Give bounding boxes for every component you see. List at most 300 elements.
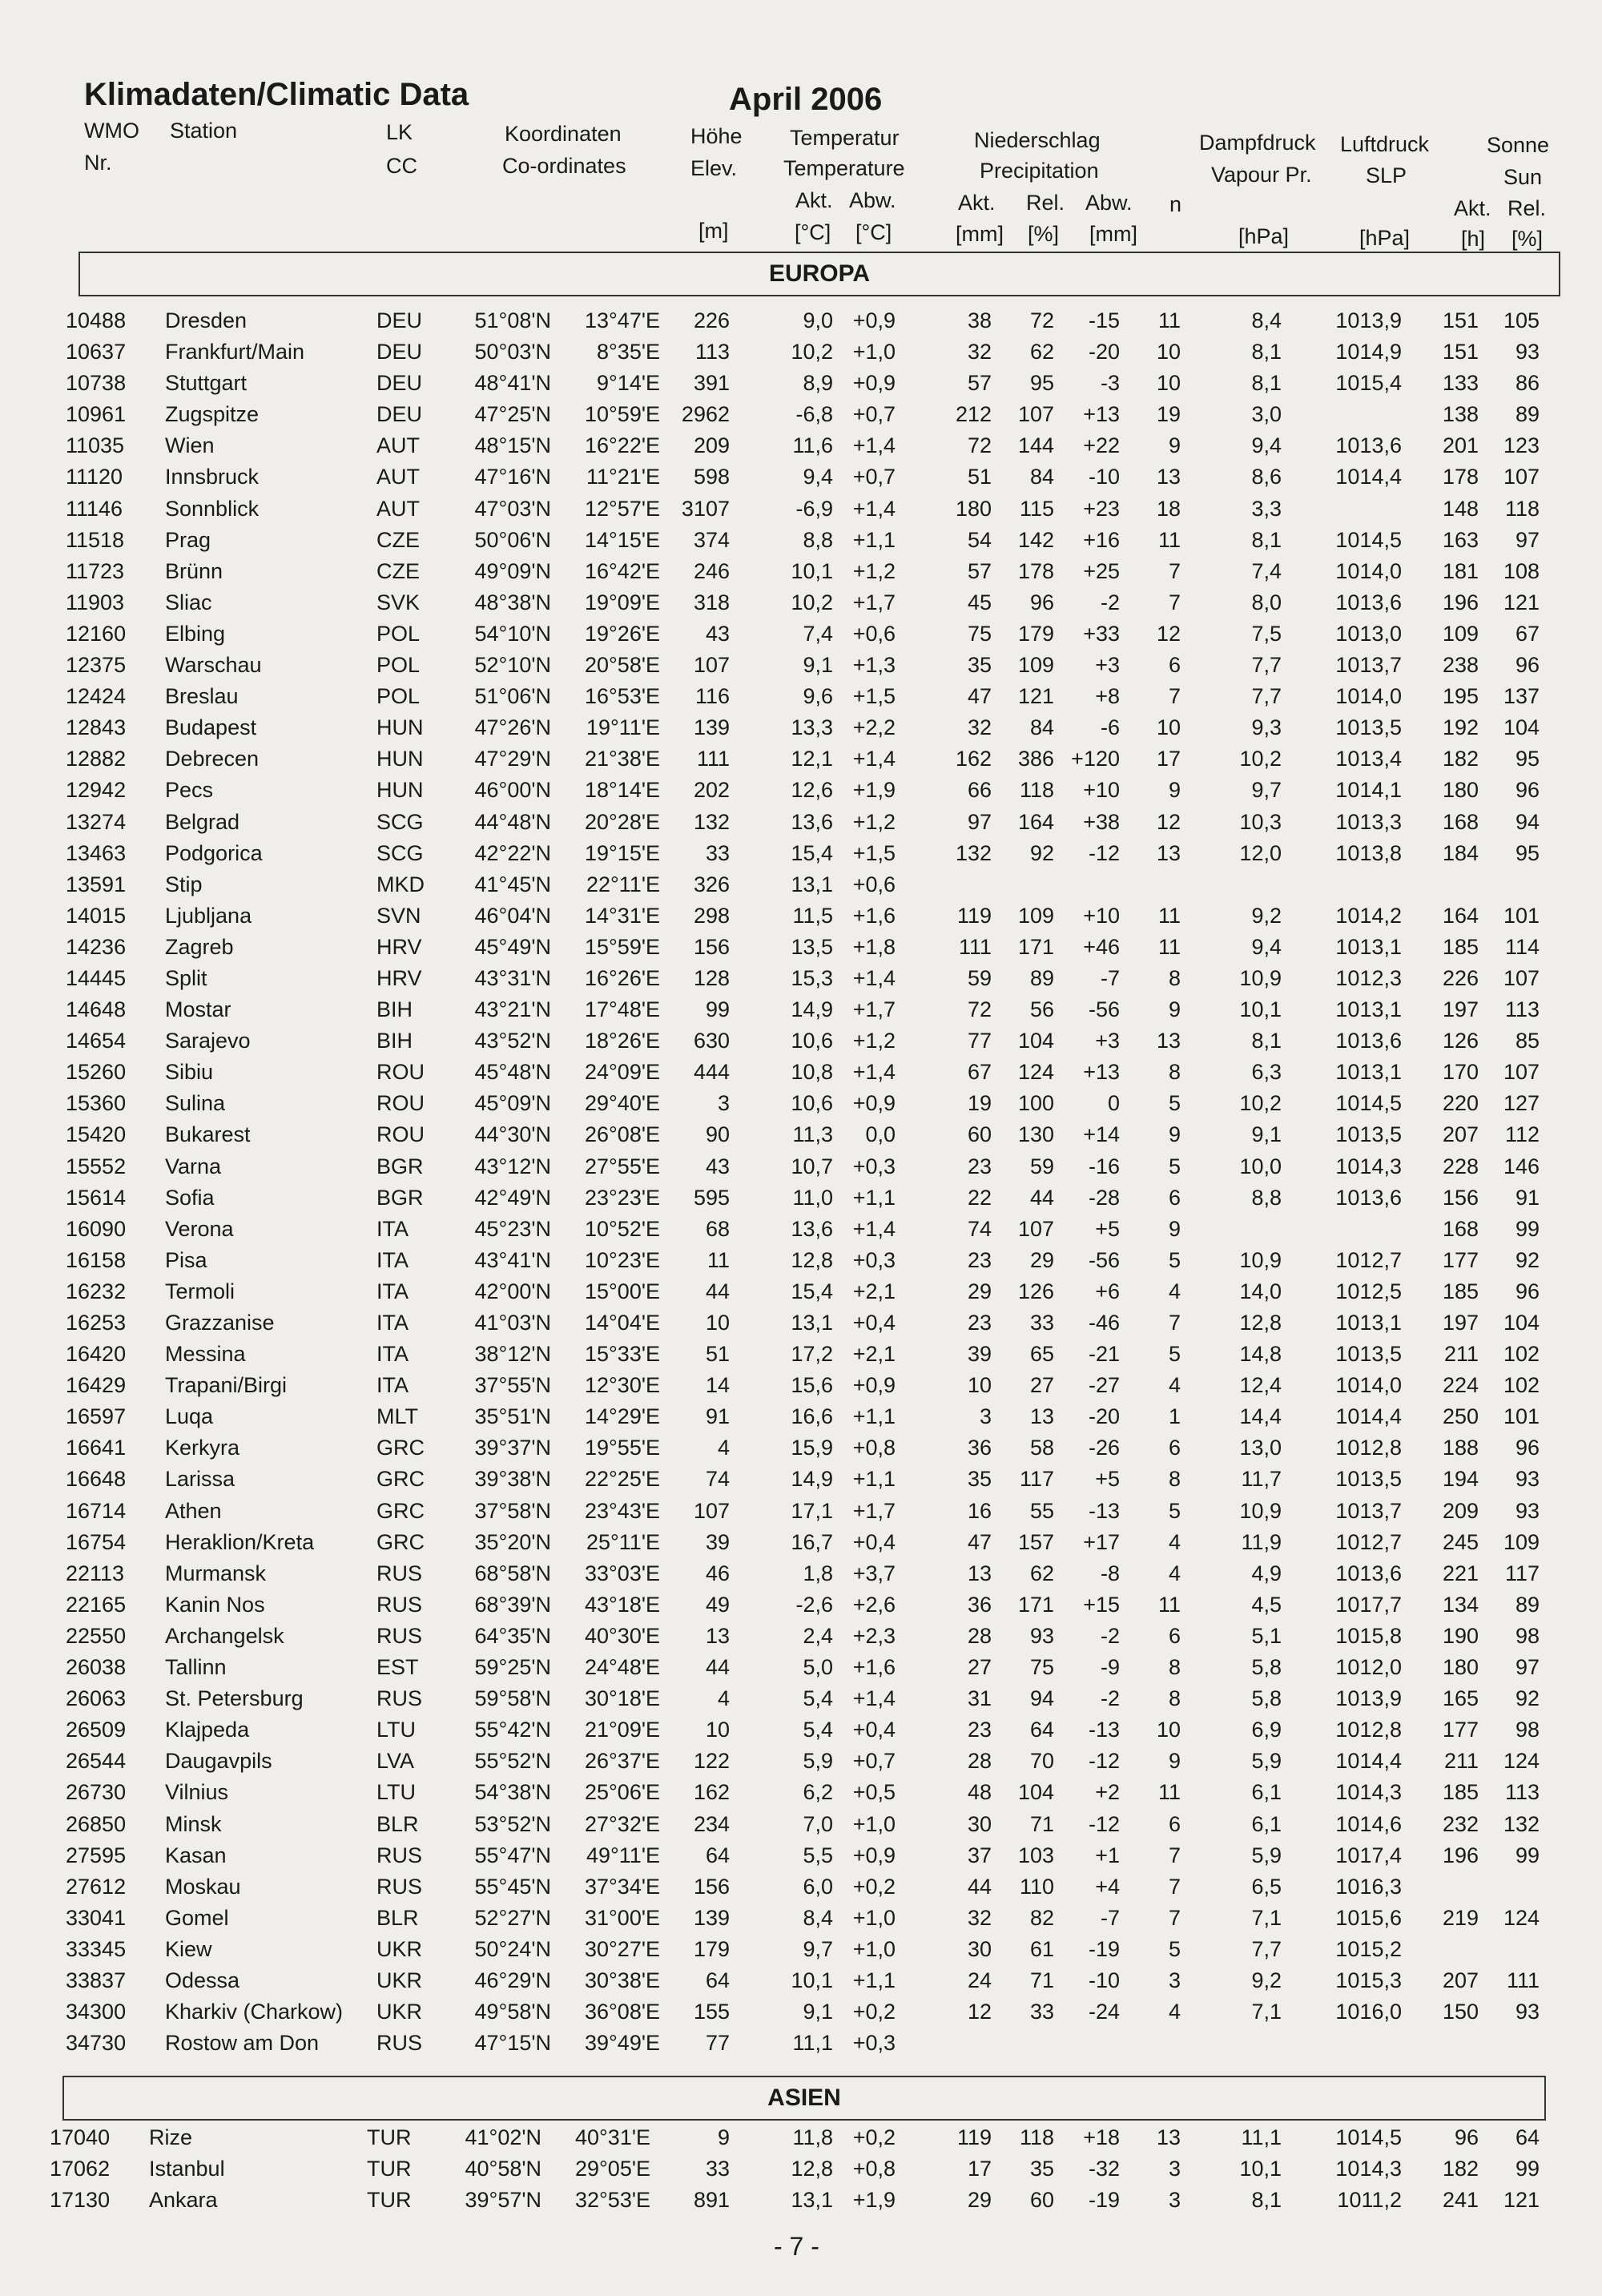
cell-country-code: DEU: [376, 402, 423, 427]
cell-precip-n: 11: [1157, 527, 1181, 552]
cell-elevation: 2962: [681, 402, 730, 427]
cell-temp-abw: +1,6: [852, 903, 896, 928]
section-header-europa: EUROPA: [78, 252, 1560, 296]
cell-sun-akt: 195: [1442, 684, 1479, 709]
table-row: [0, 1809, 1602, 1840]
table-row: [0, 1088, 1602, 1119]
table-row: [0, 1558, 1602, 1589]
cell-precip-n: 8: [1168, 1467, 1181, 1492]
cell-wmo-nr: 13463: [66, 840, 127, 865]
cell-longitude: 8°35'E: [596, 340, 660, 365]
cell-temp-abw: +1,0: [852, 1905, 896, 1930]
cell-station: Rize: [149, 2125, 193, 2149]
cell-precip-abw: +10: [1083, 778, 1120, 803]
table-row: [0, 1057, 1602, 1088]
cell-precip-abw: -16: [1088, 1154, 1120, 1178]
cell-slp: 1017,4: [1335, 1843, 1402, 1867]
cell-temp-akt: 5,4: [803, 1686, 833, 1711]
cell-latitude: 35°51'N: [474, 1404, 551, 1429]
table-row: [0, 743, 1602, 775]
cell-precip-abw: -21: [1088, 1342, 1120, 1367]
cell-sun-rel: 107: [1503, 1060, 1540, 1085]
cell-precip-abw: -7: [1100, 965, 1120, 990]
cell-wmo-nr: 12375: [66, 653, 127, 678]
cell-sun-akt: 221: [1442, 1561, 1479, 1585]
cell-wmo-nr: 11035: [66, 433, 125, 458]
cell-temp-akt: 11,0: [792, 1185, 833, 1210]
cell-precip-n: 6: [1168, 653, 1181, 678]
cell-wmo-nr: 26063: [66, 1686, 127, 1711]
cell-vapour-pressure: 4,5: [1251, 1592, 1282, 1617]
cell-precip-akt: 47: [967, 1529, 992, 1554]
cell-precip-akt: 30: [967, 1936, 992, 1961]
cell-temp-akt: 12,8: [791, 2157, 833, 2181]
cell-country-code: ROU: [376, 1091, 425, 1116]
cell-precip-n: 9: [1168, 1216, 1181, 1241]
cell-sun-akt: 232: [1442, 1811, 1479, 1836]
cell-precip-rel: 29: [1029, 1247, 1054, 1272]
cell-temp-abw: +1,7: [852, 1498, 896, 1523]
cell-country-code: TUR: [367, 2157, 412, 2181]
cell-temp-abw: +1,4: [852, 1060, 896, 1085]
cell-precip-rel: 65: [1029, 1342, 1054, 1367]
cell-sun-rel: 101: [1503, 903, 1540, 928]
cell-temp-abw: +1,7: [852, 590, 896, 614]
cell-sun-rel: 104: [1503, 1311, 1540, 1335]
cell-temp-akt: 9,0: [803, 308, 833, 332]
cell-slp: 1016,0: [1335, 2000, 1402, 2024]
header-sonne: Sonne: [1487, 133, 1550, 157]
cell-sun-rel: 117: [1504, 1561, 1540, 1585]
table-row: [0, 1683, 1602, 1714]
cell-country-code: LTU: [376, 1780, 417, 1805]
table-row: [0, 1903, 1602, 1934]
cell-precip-n: 11: [1157, 308, 1181, 332]
cell-country-code: BIH: [376, 1029, 413, 1053]
cell-precip-n: 10: [1156, 371, 1181, 396]
cell-latitude: 45°48'N: [474, 1060, 551, 1085]
cell-slp: 1013,9: [1335, 1686, 1402, 1711]
cell-longitude: 13°47'E: [584, 308, 660, 332]
cell-temp-abw: +0,4: [852, 1718, 896, 1742]
cell-temp-akt: 12,6: [791, 778, 833, 803]
cell-sun-rel: 107: [1503, 465, 1540, 489]
cell-sun-akt: 185: [1442, 1279, 1479, 1303]
cell-temp-akt: 13,3: [791, 715, 833, 740]
cell-sun-rel: 89: [1515, 402, 1540, 427]
table-row: [0, 305, 1602, 336]
cell-sun-rel: 67: [1515, 621, 1540, 646]
cell-vapour-pressure: 14,8: [1239, 1342, 1282, 1367]
cell-temp-abw: +2,2: [852, 715, 896, 740]
table-row: [0, 556, 1602, 587]
cell-elevation: 74: [705, 1467, 730, 1492]
table-row: [0, 869, 1602, 900]
cell-temp-akt: 17,2: [791, 1342, 833, 1367]
cell-latitude: 52°10'N: [474, 653, 551, 678]
cell-latitude: 64°35'N: [474, 1623, 551, 1648]
cell-vapour-pressure: 13,0: [1239, 1436, 1282, 1460]
cell-temp-abw: +0,8: [852, 1436, 896, 1460]
cell-slp: 1014,4: [1335, 465, 1402, 489]
cell-station: Verona: [165, 1216, 234, 1241]
cell-temp-abw: +1,4: [852, 965, 896, 990]
cell-longitude: 15°59'E: [584, 934, 660, 959]
cell-wmo-nr: 16754: [66, 1529, 127, 1554]
cell-station: Grazzanise: [165, 1311, 275, 1335]
cell-precip-rel: 75: [1029, 1655, 1054, 1680]
cell-country-code: ITA: [376, 1279, 409, 1303]
cell-elevation: 155: [693, 2000, 730, 2024]
cell-precip-akt: 119: [956, 2125, 992, 2149]
cell-precip-n: 4: [1168, 2000, 1181, 2024]
cell-precip-n: 8: [1168, 1655, 1181, 1680]
cell-wmo-nr: 14015: [66, 903, 127, 928]
europa-rows: [0, 305, 1602, 2059]
cell-precip-n: 8: [1168, 1060, 1181, 1085]
cell-sun-rel: 98: [1515, 1718, 1540, 1742]
cell-sun-akt: 177: [1442, 1247, 1479, 1272]
cell-temp-akt: 11,8: [792, 2125, 833, 2149]
cell-sun-akt: 151: [1442, 308, 1479, 332]
cell-vapour-pressure: 5,9: [1251, 1749, 1282, 1774]
cell-vapour-pressure: 8,1: [1251, 371, 1282, 396]
cell-longitude: 17°48'E: [584, 997, 660, 1022]
cell-longitude: 18°14'E: [584, 778, 660, 803]
cell-sun-akt: 163: [1442, 527, 1479, 552]
table-row: [0, 1401, 1602, 1432]
section-header-asien: ASIEN: [62, 2076, 1546, 2121]
header-temp-akt: Akt.: [795, 188, 833, 212]
cell-precip-n: 4: [1168, 1561, 1181, 1585]
cell-precip-n: 9: [1168, 1122, 1181, 1147]
cell-station: Daugavpils: [165, 1749, 272, 1774]
cell-elevation: 68: [705, 1216, 730, 1241]
cell-latitude: 42°22'N: [474, 840, 551, 865]
cell-longitude: 24°48'E: [584, 1655, 660, 1680]
cell-vapour-pressure: 14,0: [1239, 1279, 1282, 1303]
cell-station: Breslau: [165, 684, 239, 709]
cell-precip-abw: -20: [1088, 1404, 1120, 1429]
cell-longitude: 10°23'E: [584, 1247, 660, 1272]
cell-country-code: RUS: [376, 1592, 423, 1617]
cell-vapour-pressure: 6,9: [1251, 1718, 1282, 1742]
table-row: [0, 838, 1602, 869]
cell-temp-akt: 8,4: [803, 1905, 833, 1930]
cell-latitude: 44°30'N: [474, 1122, 551, 1147]
cell-temp-abw: +0,4: [852, 1529, 896, 1554]
cell-precip-akt: 29: [967, 1279, 992, 1303]
cell-precip-akt: 72: [967, 433, 992, 458]
cell-sun-rel: 121: [1503, 590, 1540, 614]
cell-precip-abw: -2: [1100, 590, 1120, 614]
cell-sun-akt: 201: [1442, 433, 1479, 458]
table-row: [0, 1151, 1602, 1182]
cell-longitude: 27°55'E: [584, 1154, 660, 1178]
cell-temp-abw: +1,4: [852, 496, 896, 521]
cell-slp: 1014,5: [1335, 1091, 1402, 1116]
cell-precip-n: 9: [1168, 997, 1181, 1022]
cell-country-code: MKD: [376, 872, 425, 896]
cell-country-code: HUN: [376, 747, 424, 771]
cell-longitude: 24°09'E: [584, 1060, 660, 1085]
cell-precip-akt: 74: [967, 1216, 992, 1241]
cell-country-code: EST: [376, 1655, 419, 1680]
cell-longitude: 37°34'E: [584, 1874, 660, 1899]
cell-station: Ankara: [149, 2188, 218, 2213]
cell-longitude: 19°09'E: [584, 590, 660, 614]
cell-precip-abw: +15: [1083, 1592, 1120, 1617]
header-temperature: Temperature: [783, 156, 905, 180]
cell-elevation: 595: [693, 1185, 730, 1210]
cell-slp: 1013,1: [1335, 934, 1402, 959]
cell-temp-akt: 15,3: [791, 965, 833, 990]
cell-temp-abw: +0,6: [852, 872, 896, 896]
table-row: [0, 1652, 1602, 1683]
cell-precip-rel: 142: [1017, 527, 1054, 552]
cell-wmo-nr: 16641: [66, 1436, 127, 1460]
cell-sun-rel: 101: [1503, 1404, 1540, 1429]
cell-precip-rel: 109: [1017, 653, 1054, 678]
cell-precip-n: 3: [1168, 1968, 1181, 1992]
cell-longitude: 21°38'E: [584, 747, 660, 771]
cell-elevation: 162: [693, 1780, 730, 1805]
cell-vapour-pressure: 12,8: [1239, 1311, 1282, 1335]
table-row: [0, 1339, 1602, 1370]
cell-wmo-nr: 12942: [66, 778, 127, 803]
cell-slp: 1013,4: [1335, 747, 1402, 771]
cell-latitude: 39°38'N: [474, 1467, 551, 1492]
cell-sun-akt: 148: [1442, 496, 1479, 521]
cell-latitude: 41°45'N: [474, 872, 551, 896]
table-row: [0, 461, 1602, 493]
cell-precip-n: 11: [1157, 1592, 1181, 1617]
cell-sun-akt: 133: [1442, 371, 1479, 396]
cell-latitude: 46°04'N: [474, 903, 551, 928]
cell-temp-akt: -2,6: [795, 1592, 833, 1617]
cell-wmo-nr: 12882: [66, 747, 127, 771]
table-row: [0, 1432, 1602, 1464]
cell-precip-akt: 3: [979, 1404, 992, 1429]
cell-country-code: POL: [376, 653, 421, 678]
cell-latitude: 59°58'N: [474, 1686, 551, 1711]
cell-slp: 1014,2: [1335, 903, 1402, 928]
cell-latitude: 53°52'N: [474, 1811, 551, 1836]
cell-precip-akt: 97: [967, 809, 992, 834]
cell-precip-akt: 13: [967, 1561, 992, 1585]
cell-precip-n: 10: [1156, 340, 1181, 365]
cell-precip-rel: 82: [1029, 1905, 1054, 1930]
cell-slp: 1013,9: [1335, 308, 1402, 332]
table-row: [0, 1777, 1602, 1808]
cell-precip-akt: 54: [967, 527, 992, 552]
cell-temp-abw: +1,4: [852, 433, 896, 458]
header-dampfdruck: Dampfdruck: [1199, 131, 1316, 155]
cell-station: Tallinn: [165, 1655, 227, 1680]
cell-sun-akt: 150: [1442, 2000, 1479, 2024]
cell-sun-rel: 93: [1515, 1498, 1540, 1523]
header-temp-unit-akt: [°C]: [795, 220, 831, 244]
cell-elevation: 90: [705, 1122, 730, 1147]
cell-precip-abw: +16: [1083, 527, 1120, 552]
cell-precip-rel: 164: [1017, 809, 1054, 834]
cell-sun-rel: 93: [1515, 2000, 1540, 2024]
cell-precip-akt: 38: [967, 308, 992, 332]
cell-wmo-nr: 16648: [66, 1467, 127, 1492]
cell-precip-akt: 119: [956, 903, 992, 928]
cell-temp-akt: 10,2: [791, 340, 833, 365]
header-elev: Elev.: [690, 156, 738, 180]
cell-wmo-nr: 11146: [66, 496, 123, 521]
cell-sun-akt: 190: [1442, 1623, 1479, 1648]
header-sun-akt: Akt.: [1454, 196, 1491, 220]
cell-station: Kanin Nos: [165, 1592, 265, 1617]
cell-country-code: RUS: [376, 1843, 423, 1867]
cell-precip-akt: 30: [967, 1811, 992, 1836]
cell-precip-abw: -56: [1088, 1247, 1120, 1272]
cell-slp: 1014,5: [1335, 2125, 1402, 2149]
cell-station: St. Petersburg: [165, 1686, 304, 1711]
cell-vapour-pressure: 7,4: [1251, 558, 1282, 583]
cell-temp-akt: 10,1: [791, 1968, 833, 1992]
cell-precip-n: 4: [1168, 1279, 1181, 1303]
cell-elevation: 77: [705, 2031, 730, 2056]
cell-sun-rel: 95: [1515, 747, 1540, 771]
cell-temp-abw: +2,1: [852, 1279, 896, 1303]
cell-latitude: 51°06'N: [474, 684, 551, 709]
cell-precip-abw: +13: [1083, 402, 1120, 427]
cell-temp-abw: +0,9: [852, 1091, 896, 1116]
cell-elevation: 49: [705, 1592, 730, 1617]
cell-latitude: 49°09'N: [474, 558, 551, 583]
cell-wmo-nr: 22550: [66, 1623, 127, 1648]
cell-latitude: 43°12'N: [474, 1154, 551, 1178]
table-row: [0, 1307, 1602, 1339]
cell-longitude: 30°18'E: [584, 1686, 660, 1711]
cell-temp-abw: +0,9: [852, 371, 896, 396]
cell-sun-rel: 98: [1515, 1623, 1540, 1648]
cell-elevation: 107: [693, 653, 730, 678]
cell-longitude: 11°21'E: [586, 465, 660, 489]
cell-country-code: BLR: [376, 1811, 419, 1836]
cell-country-code: ITA: [376, 1247, 409, 1272]
cell-temp-abw: +1,1: [852, 527, 896, 552]
cell-temp-abw: +1,1: [852, 1404, 896, 1429]
cell-temp-abw: +0,2: [852, 2125, 896, 2149]
cell-vapour-pressure: 5,1: [1251, 1623, 1282, 1648]
cell-sun-rel: 97: [1515, 527, 1540, 552]
cell-slp: 1013,5: [1335, 1342, 1402, 1367]
cell-precip-n: 7: [1168, 1843, 1181, 1867]
cell-precip-akt: 28: [967, 1623, 992, 1648]
cell-longitude: 12°30'E: [584, 1373, 660, 1398]
cell-temp-abw: +1,6: [852, 1655, 896, 1680]
cell-sun-rel: 112: [1504, 1122, 1540, 1147]
cell-sun-akt: 185: [1442, 934, 1479, 959]
cell-precip-rel: 93: [1029, 1623, 1054, 1648]
cell-precip-rel: 124: [1017, 1060, 1054, 1085]
cell-vapour-pressure: 9,7: [1251, 778, 1282, 803]
cell-slp: 1014,3: [1335, 1154, 1402, 1178]
cell-sun-rel: 96: [1515, 1436, 1540, 1460]
cell-temp-abw: +0,9: [852, 1843, 896, 1867]
cell-sun-rel: 85: [1515, 1029, 1540, 1053]
cell-sun-rel: 107: [1503, 965, 1540, 990]
cell-sun-rel: 86: [1515, 371, 1540, 396]
cell-country-code: SVN: [376, 903, 421, 928]
cell-country-code: GRC: [376, 1467, 425, 1492]
cell-sun-akt: 226: [1442, 965, 1479, 990]
cell-longitude: 33°03'E: [584, 1561, 660, 1585]
cell-latitude: 50°03'N: [474, 340, 551, 365]
cell-precip-n: 6: [1168, 1811, 1181, 1836]
cell-precip-abw: +4: [1095, 1874, 1120, 1899]
cell-precip-akt: 111: [958, 934, 992, 959]
cell-station: Kharkiv (Charkow): [165, 2000, 344, 2024]
cell-temp-abw: +0,5: [852, 1780, 896, 1805]
cell-sun-akt: 241: [1442, 2188, 1479, 2213]
cell-station: Warschau: [165, 653, 262, 678]
cell-precip-n: 4: [1168, 1373, 1181, 1398]
cell-sun-rel: 97: [1515, 1655, 1540, 1680]
cell-temp-abw: +1,0: [852, 340, 896, 365]
header-precip-unit-pct: [%]: [1028, 222, 1060, 246]
cell-wmo-nr: 14236: [66, 934, 127, 959]
table-row: [0, 775, 1602, 806]
cell-vapour-pressure: 8,0: [1251, 590, 1282, 614]
cell-elevation: 107: [693, 1498, 730, 1523]
cell-wmo-nr: 10488: [66, 308, 127, 332]
cell-precip-rel: 95: [1029, 371, 1054, 396]
cell-wmo-nr: 16420: [66, 1342, 127, 1367]
cell-precip-rel: 55: [1029, 1498, 1054, 1523]
cell-longitude: 23°43'E: [584, 1498, 660, 1523]
cell-precip-akt: 27: [967, 1655, 992, 1680]
table-row: [0, 1840, 1602, 1871]
cell-station: Klajpeda: [165, 1718, 250, 1742]
cell-sun-akt: 184: [1442, 840, 1479, 865]
report-month: April 2006: [729, 82, 883, 117]
cell-sun-akt: 177: [1442, 1718, 1479, 1742]
cell-station: Archangelsk: [165, 1623, 284, 1648]
page-number: - 7 -: [774, 2232, 819, 2261]
cell-longitude: 14°31'E: [584, 903, 660, 928]
cell-temp-akt: 16,7: [791, 1529, 833, 1554]
cell-elevation: 64: [705, 1843, 730, 1867]
cell-sun-rel: 99: [1515, 1843, 1540, 1867]
cell-temp-abw: +1,0: [852, 1936, 896, 1961]
cell-precip-n: 12: [1156, 621, 1181, 646]
cell-country-code: HRV: [376, 965, 422, 990]
cell-temp-akt: 17,1: [791, 1498, 833, 1523]
cell-precip-n: 13: [1156, 2125, 1181, 2149]
cell-precip-akt: 28: [967, 1749, 992, 1774]
cell-elevation: 202: [693, 778, 730, 803]
cell-sun-akt: 182: [1442, 2157, 1479, 2181]
cell-elevation: 44: [705, 1655, 730, 1680]
cell-precip-abw: +22: [1083, 433, 1120, 458]
cell-sun-akt: 178: [1442, 465, 1479, 489]
cell-longitude: 18°26'E: [584, 1029, 660, 1053]
cell-temp-akt: 13,6: [791, 809, 833, 834]
cell-elevation: 43: [705, 621, 730, 646]
cell-vapour-pressure: 5,8: [1251, 1686, 1282, 1711]
cell-precip-rel: 70: [1029, 1749, 1054, 1774]
cell-precip-rel: 27: [1029, 1373, 1054, 1398]
cell-precip-abw: +38: [1083, 809, 1120, 834]
cell-vapour-pressure: 7,7: [1251, 684, 1282, 709]
cell-slp: 1013,7: [1335, 653, 1402, 678]
